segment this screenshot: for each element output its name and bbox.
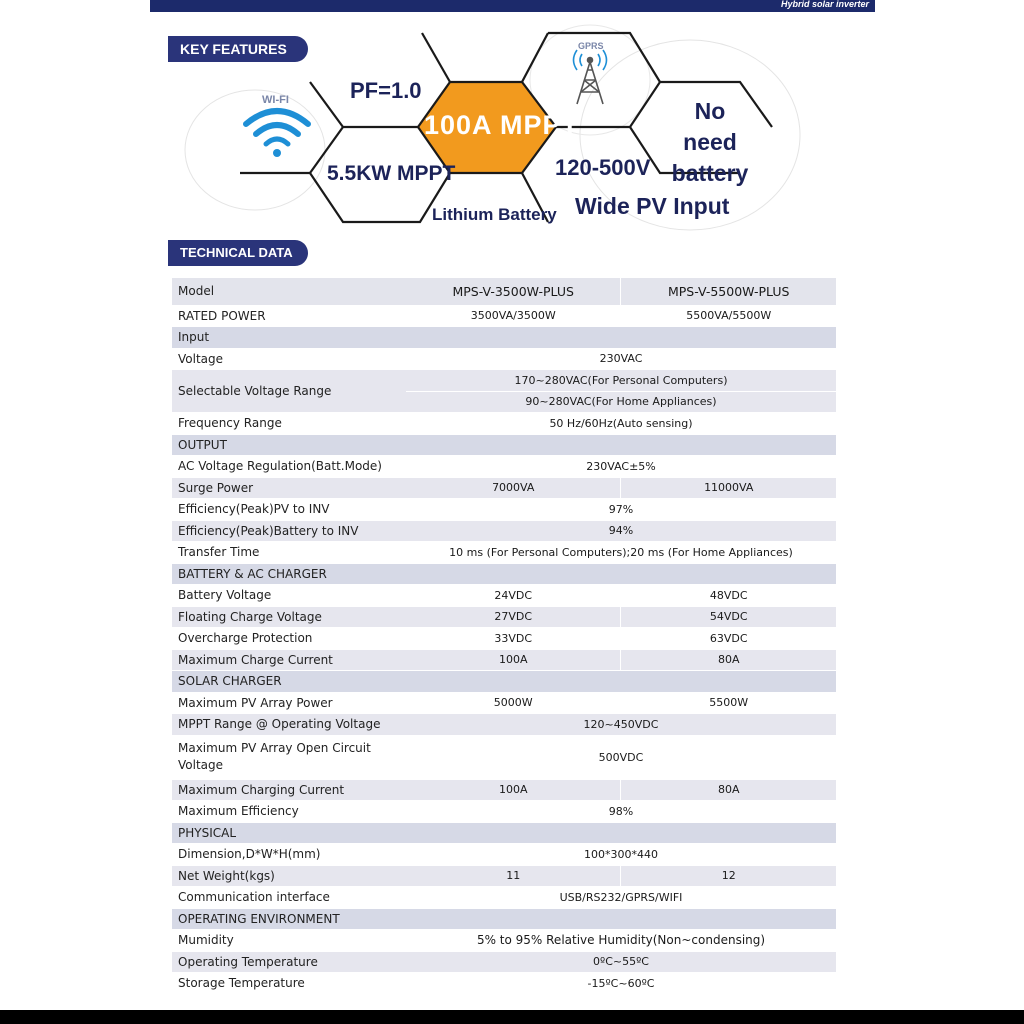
row-label: Floating Charge Voltage bbox=[172, 606, 406, 628]
no-need-line-2: battery bbox=[671, 160, 749, 186]
table-row bbox=[172, 649, 836, 671]
row-label: Efficiency(Peak)Battery to INV bbox=[172, 520, 406, 542]
row-label: Frequency Range bbox=[172, 413, 406, 435]
row-label: Transfer Time bbox=[172, 542, 406, 564]
table-row bbox=[172, 348, 836, 370]
row-label: Communication interface bbox=[172, 887, 406, 909]
cell-value: 33VDC bbox=[406, 628, 621, 650]
table-row bbox=[172, 887, 836, 909]
table-row bbox=[172, 714, 836, 736]
cell-value: 54VDC bbox=[621, 606, 836, 628]
cell-value: 24VDC bbox=[406, 585, 621, 607]
row-label: Storage Temperature bbox=[172, 973, 406, 995]
row-label: Selectable Voltage Range bbox=[172, 370, 406, 413]
section-title: SOLAR CHARGER bbox=[172, 671, 836, 693]
row-label: Surge Power bbox=[172, 477, 406, 499]
section-title: PHYSICAL bbox=[172, 822, 836, 844]
table-row bbox=[172, 606, 836, 628]
cell-value: 98% bbox=[406, 801, 836, 823]
row-label: Overcharge Protection bbox=[172, 628, 406, 650]
cell-value: 230VAC bbox=[406, 348, 836, 370]
row-label bbox=[172, 735, 406, 779]
section-row bbox=[172, 327, 836, 349]
section-title: OUTPUT bbox=[172, 434, 836, 456]
cell-value: 80A bbox=[621, 649, 836, 671]
row-label: RATED POWER bbox=[172, 305, 406, 327]
cell-value: 7000VA bbox=[406, 477, 621, 499]
cell-value: 120~450VDC bbox=[406, 714, 836, 736]
table-row bbox=[172, 520, 836, 542]
table-row bbox=[172, 542, 836, 564]
table-row bbox=[172, 930, 836, 952]
cell-value: 100A bbox=[406, 779, 621, 801]
row-label-line-2: Voltage bbox=[178, 758, 224, 772]
row-label: Efficiency(Peak)PV to INV bbox=[172, 499, 406, 521]
table-row bbox=[172, 585, 836, 607]
model-a: MPS-V-3500W-PLUS bbox=[406, 278, 621, 305]
cell-value: 63VDC bbox=[621, 628, 836, 650]
no-need-line-1: No need bbox=[683, 98, 737, 155]
cell-value: 27VDC bbox=[406, 606, 621, 628]
brand-tag: Hybrid solar inverter bbox=[780, 0, 869, 9]
section-row bbox=[172, 434, 836, 456]
row-label: Net Weight(kgs) bbox=[172, 865, 406, 887]
cell-value: 94% bbox=[406, 520, 836, 542]
table-row bbox=[172, 370, 836, 392]
table-row bbox=[172, 735, 836, 779]
row-label: AC Voltage Regulation(Batt.Mode) bbox=[172, 456, 406, 478]
mppt-100a-label: 100A MPPT bbox=[424, 110, 580, 140]
key-features-heading: KEY FEATURES bbox=[168, 36, 308, 62]
gprs-label: GPRS bbox=[578, 41, 604, 51]
cell-value: 90~280VAC(For Home Appliances) bbox=[406, 391, 836, 413]
cell-value: 170~280VAC(For Personal Computers) bbox=[406, 370, 836, 392]
wide-pv-input-label: Wide PV Input bbox=[575, 193, 730, 219]
cell-value: 500VDC bbox=[406, 735, 836, 779]
row-label: Battery Voltage bbox=[172, 585, 406, 607]
cell-value: 50 Hz/60Hz(Auto sensing) bbox=[406, 413, 836, 435]
cell-value: 12 bbox=[621, 865, 836, 887]
cell-value: 5500VA/5500W bbox=[621, 305, 836, 327]
cell-value: 11000VA bbox=[621, 477, 836, 499]
table-row bbox=[172, 951, 836, 973]
lithium-battery-label: Lithium Battery bbox=[432, 205, 557, 224]
table-row bbox=[172, 413, 836, 435]
cell-value: 5% to 95% Relative Humidity(Non~condensing) bbox=[406, 930, 836, 952]
table-row bbox=[172, 628, 836, 650]
row-label: Maximum PV Array Power bbox=[172, 692, 406, 714]
technical-data-table bbox=[172, 278, 836, 995]
section-title: OPERATING ENVIRONMENT bbox=[172, 908, 836, 930]
cell-value: 100A bbox=[406, 649, 621, 671]
cell-value: 5000W bbox=[406, 692, 621, 714]
cell-value: 230VAC±5% bbox=[406, 456, 836, 478]
table-row bbox=[172, 865, 836, 887]
section-title: Input bbox=[172, 327, 836, 349]
table-row bbox=[172, 278, 836, 305]
pv-voltage-label: 120-500V bbox=[555, 155, 651, 180]
wifi-icon bbox=[246, 111, 308, 157]
section-row bbox=[172, 671, 836, 693]
row-label: Maximum Charging Current bbox=[172, 779, 406, 801]
cell-value: 0ºC~55ºC bbox=[406, 951, 836, 973]
cell-value: USB/RS232/GPRS/WIFI bbox=[406, 887, 836, 909]
cell-value: 48VDC bbox=[621, 585, 836, 607]
wifi-label: WI-FI bbox=[262, 94, 289, 106]
row-label-line-1: Maximum PV Array Open Circuit bbox=[178, 741, 371, 755]
no-need-battery-label bbox=[670, 96, 750, 189]
row-label: Voltage bbox=[172, 348, 406, 370]
table-row bbox=[172, 844, 836, 866]
table-row bbox=[172, 973, 836, 995]
table-row bbox=[172, 801, 836, 823]
table-row bbox=[172, 692, 836, 714]
cell-value: 3500VA/3500W bbox=[406, 305, 621, 327]
section-row bbox=[172, 908, 836, 930]
table-row bbox=[172, 779, 836, 801]
row-label: Dimension,D*W*H(mm) bbox=[172, 844, 406, 866]
section-title: BATTERY & AC CHARGER bbox=[172, 563, 836, 585]
cell-value: 100*300*440 bbox=[406, 844, 836, 866]
cell-value: 80A bbox=[621, 779, 836, 801]
table-row bbox=[172, 477, 836, 499]
technical-data-heading: TECHNICAL DATA bbox=[168, 240, 308, 266]
cell-value: -15ºC~60ºC bbox=[406, 973, 836, 995]
cell-value: 97% bbox=[406, 499, 836, 521]
cell-value: 5500W bbox=[621, 692, 836, 714]
model-b: MPS-V-5500W-PLUS bbox=[621, 278, 836, 305]
section-row bbox=[172, 822, 836, 844]
section-row bbox=[172, 563, 836, 585]
row-label: Mumidity bbox=[172, 930, 406, 952]
cell-value: 10 ms (For Personal Computers);20 ms (For Home Appliances) bbox=[406, 542, 836, 564]
row-label: Maximum Efficiency bbox=[172, 801, 406, 823]
bottom-bar bbox=[0, 1010, 1024, 1024]
row-label: Operating Temperature bbox=[172, 951, 406, 973]
row-label: Maximum Charge Current bbox=[172, 649, 406, 671]
row-label: Model bbox=[172, 278, 406, 305]
cell-value: 11 bbox=[406, 865, 621, 887]
power-factor-label: PF=1.0 bbox=[350, 78, 422, 103]
table-row bbox=[172, 456, 836, 478]
table-row bbox=[172, 499, 836, 521]
row-label: MPPT Range @ Operating Voltage bbox=[172, 714, 406, 736]
mppt-5-5kw-label: 5.5KW MPPT bbox=[327, 162, 456, 185]
table-row bbox=[172, 305, 836, 327]
